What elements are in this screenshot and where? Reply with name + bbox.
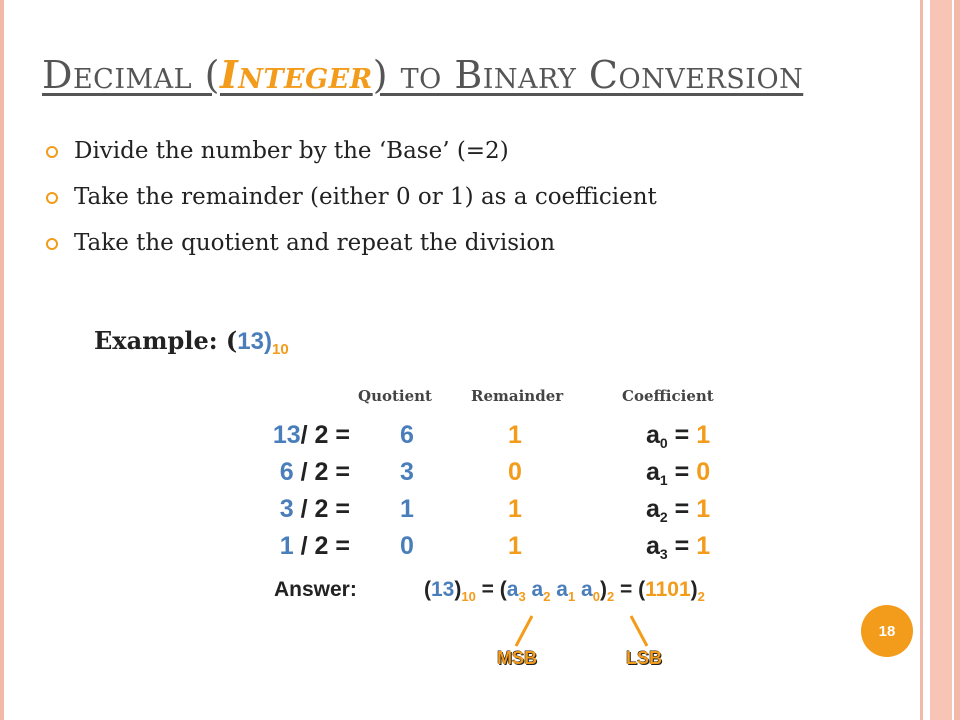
ans-binary: 1101: [645, 578, 691, 601]
dividend: 6: [279, 458, 294, 486]
title-prefix: Decimal (: [42, 53, 220, 97]
ans-base: 10: [461, 589, 476, 604]
lsb-arrow-icon: [631, 616, 647, 646]
coef-symbol: a: [646, 495, 660, 523]
page-number-badge: 18: [861, 605, 913, 657]
msb-label: MSB: [497, 648, 537, 668]
ans-eq1: = (: [475, 578, 507, 601]
ans-i2: 2: [543, 589, 551, 604]
answer-label: Answer:: [274, 578, 357, 601]
lsb-label: LSB: [626, 648, 662, 668]
remainder-value: 1: [508, 532, 522, 560]
remainder-value: 1: [508, 495, 522, 523]
bullet-text: Take the remainder (either 0 or 1) as a coefficient: [74, 184, 657, 210]
header-coefficient: Coefficient: [622, 387, 714, 405]
coef-symbol: a: [646, 458, 660, 486]
example-base: 10: [272, 341, 289, 358]
coef-index: 3: [659, 546, 668, 562]
coef-index: 1: [659, 472, 668, 488]
ans-i0: 0: [592, 589, 600, 604]
bullet-text: Divide the number by the ‘Base’ (=2): [74, 138, 509, 164]
ans-base2: 2: [606, 589, 615, 604]
quotient-value: 0: [400, 532, 414, 560]
ans-close: ): [454, 578, 462, 601]
ans-number: 13: [431, 578, 455, 601]
example-number: 13: [237, 328, 264, 355]
divide-expr: / 2 =: [293, 458, 350, 486]
bullet-text: Take the quotient and repeat the division: [74, 230, 556, 256]
coef-value: 1: [696, 421, 711, 449]
ans-a2: a: [525, 578, 544, 601]
msb-arrow-icon: [516, 616, 532, 646]
coef-equals: =: [667, 495, 697, 523]
quotient-value: 3: [400, 458, 414, 486]
coef-index: 0: [659, 435, 668, 451]
title-highlight: Integer: [219, 52, 373, 97]
coef-equals: =: [667, 532, 697, 560]
ans-eq2: = (: [614, 578, 646, 601]
coef-equals: =: [667, 458, 697, 486]
quotient-value: 6: [400, 421, 414, 449]
divide-expr: / 2 =: [293, 495, 350, 523]
ans-a1: a: [550, 578, 568, 601]
coef-value: 0: [696, 458, 711, 486]
ans-open: (: [424, 578, 431, 601]
ans-i1: 1: [567, 589, 576, 604]
coef-equals: =: [667, 421, 697, 449]
example-close: ): [264, 328, 272, 355]
dividend: 1: [279, 532, 294, 560]
ans-a0: a: [575, 578, 593, 601]
coef-symbol: a: [646, 421, 660, 449]
ans-base3: 2: [697, 589, 705, 604]
coef-index: 2: [659, 509, 668, 525]
quotient-value: 1: [400, 495, 414, 523]
ans-close3: ): [690, 578, 698, 601]
header-quotient: Quotient: [358, 387, 432, 405]
coef-value: 1: [696, 532, 711, 560]
divide-expr: / 2 =: [293, 532, 350, 560]
title-suffix: ) to Binary Conversion: [372, 53, 804, 97]
ans-a3: a: [506, 578, 519, 601]
ans-close2: ): [599, 578, 607, 601]
remainder-value: 0: [508, 458, 522, 486]
dividend: 3: [279, 495, 294, 523]
remainder-value: 1: [508, 421, 522, 449]
coef-value: 1: [696, 495, 711, 523]
dividend: 13: [272, 421, 301, 449]
ans-i3: 3: [518, 589, 526, 604]
header-remainder: Remainder: [471, 387, 564, 405]
divide-expr: / 2 =: [300, 421, 350, 449]
example-prefix: Example: (: [94, 326, 238, 355]
coef-symbol: a: [646, 532, 660, 560]
